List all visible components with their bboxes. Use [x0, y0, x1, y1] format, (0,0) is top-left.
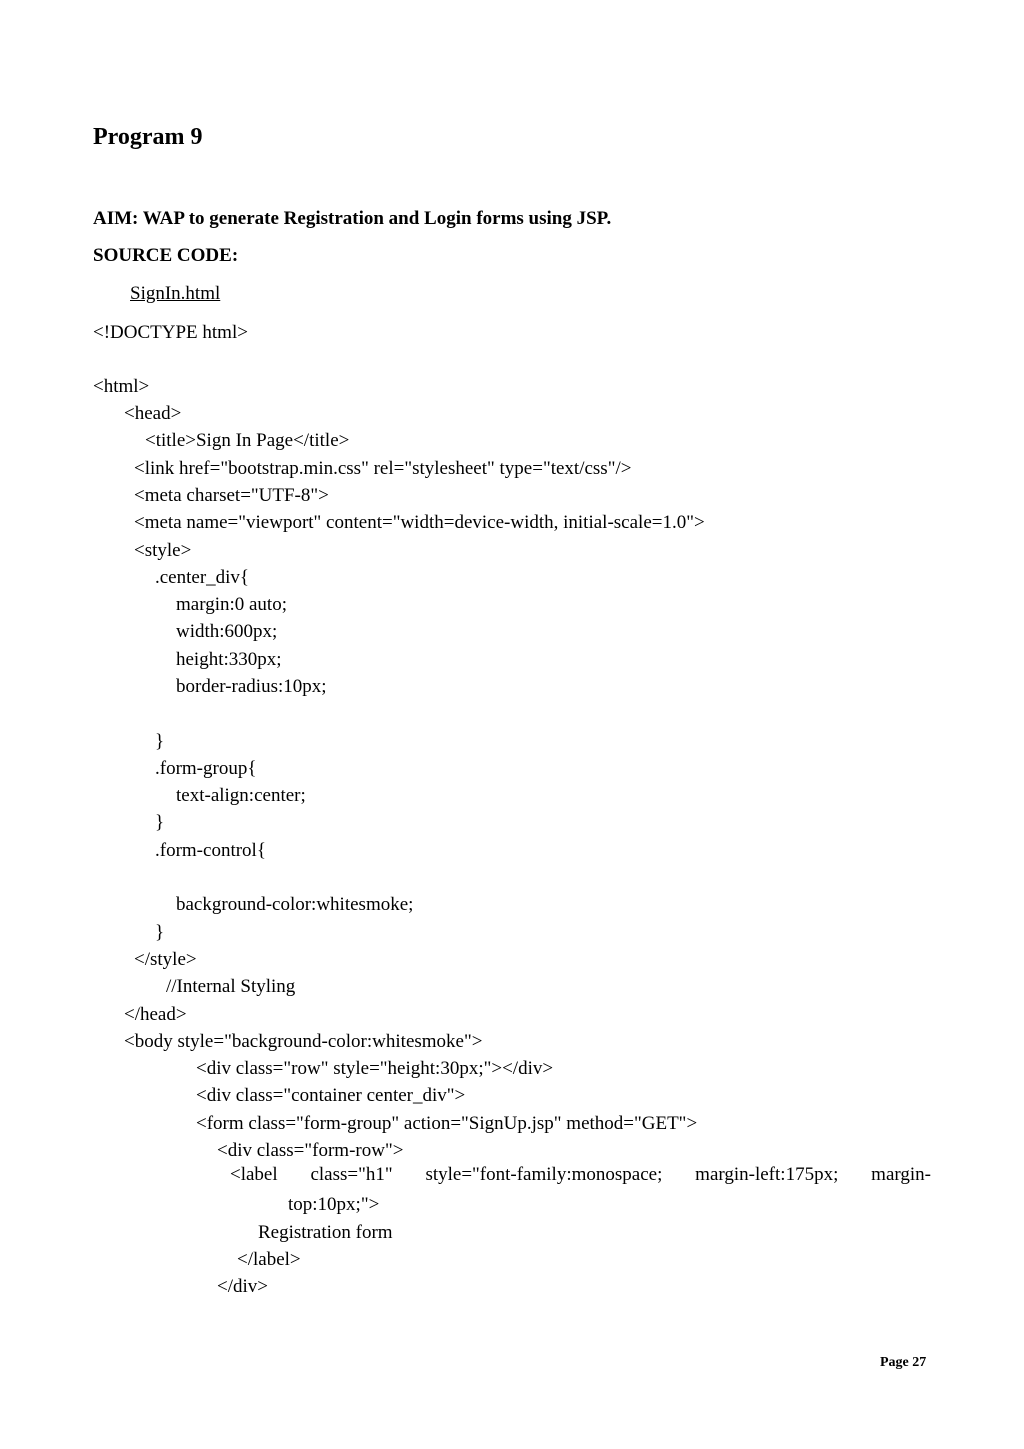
code-line: <body style="background-color:whitesmoke"> [124, 1031, 483, 1052]
code-line: border-radius:10px; [176, 676, 327, 697]
aim-statement: AIM: WAP to generate Registration and Login forms using JSP. [93, 208, 612, 229]
code-token: style="font-family:monospace; [425, 1164, 663, 1185]
code-line: //Internal Styling [166, 976, 296, 997]
code-line: margin:0 auto; [176, 594, 287, 615]
code-line: text-align:center; [176, 785, 306, 806]
code-line: .form-control{ [155, 840, 266, 861]
code-line: </div> [217, 1276, 268, 1297]
code-line: <form class="form-group" action="SignUp.jsp" method="GET"> [196, 1113, 698, 1134]
code-line: <meta name="viewport" content="width=device-width, initial-scale=1.0"> [134, 512, 705, 533]
code-line: <link href="bootstrap.min.css" rel="stylesheet" type="text/css"/> [134, 458, 632, 479]
code-line: width:600px; [176, 621, 278, 642]
code-line: <!DOCTYPE html> [93, 322, 248, 343]
code-line: <style> [134, 540, 192, 561]
code-line: .center_div{ [155, 567, 250, 588]
code-token: <label [230, 1164, 278, 1185]
code-line: <head> [124, 403, 182, 424]
code-line: } [155, 922, 165, 943]
file-name: SignIn.html [130, 283, 221, 304]
code-line: top:10px;"> [288, 1194, 380, 1215]
code-line: <div class="container center_div"> [196, 1085, 466, 1106]
code-token: class="h1" [310, 1164, 393, 1185]
code-token: margin- [871, 1164, 931, 1185]
code-line: </head> [124, 1004, 187, 1025]
code-line: } [155, 812, 165, 833]
code-line: <div class="form-row"> [217, 1140, 404, 1161]
source-code-heading: SOURCE CODE: [93, 245, 239, 266]
code-line: <div class="row" style="height:30px;"></div> [196, 1058, 554, 1079]
code-line-justified [230, 1164, 931, 1186]
code-token: margin-left:175px; [695, 1164, 839, 1185]
code-line: </style> [134, 949, 197, 970]
code-line: background-color:whitesmoke; [176, 894, 414, 915]
code-line: } [155, 731, 165, 752]
code-line: Registration form [258, 1222, 393, 1243]
code-line: height:330px; [176, 649, 282, 670]
code-line: <html> [93, 376, 150, 397]
code-line: .form-group{ [155, 758, 257, 779]
page-number: Page 27 [880, 1355, 927, 1370]
code-line: <title>Sign In Page</title> [145, 430, 350, 451]
page-title: Program 9 [93, 124, 203, 150]
code-line: <meta charset="UTF-8"> [134, 485, 329, 506]
code-line: </label> [237, 1249, 301, 1270]
